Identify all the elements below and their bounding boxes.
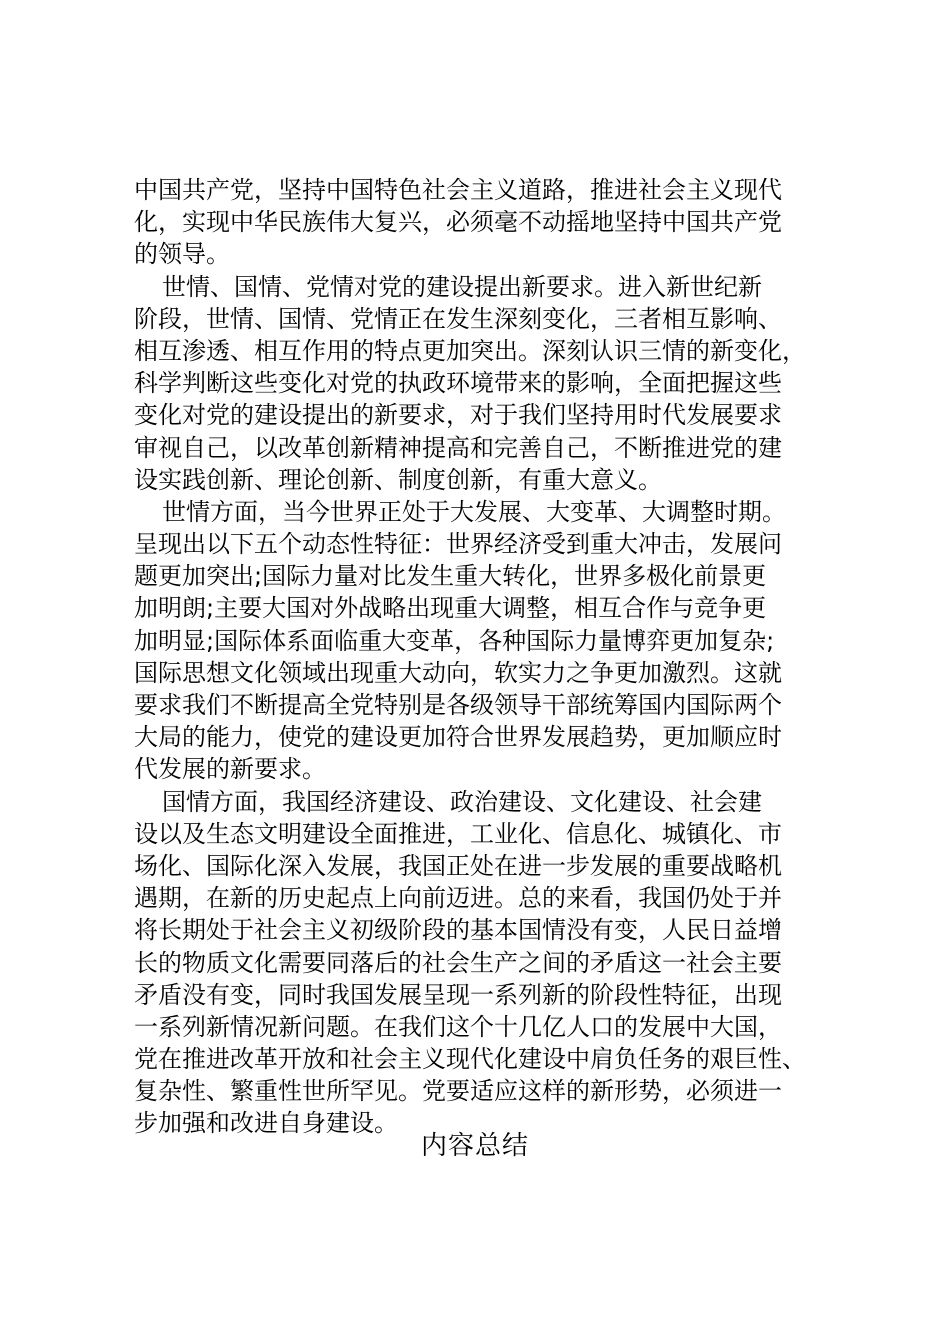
paragraph-2 bbox=[134, 271, 834, 496]
text-line: 相互渗透、相互作用的特点更加突出。深刻认识三情的新变化， bbox=[134, 336, 806, 365]
summary-heading: 内容总结 bbox=[420, 1131, 529, 1161]
text-line: 加明显;国际体系面临重大变革，各种国际力量博弈更加复杂; bbox=[134, 626, 775, 655]
text-line: 一系列新情况新问题。在我们这个十几亿人口的发展中大国， bbox=[134, 1012, 782, 1041]
text-line: 遇期，在新的历史起点上向前迈进。总的来看，我国仍处于并 bbox=[134, 884, 782, 913]
text-line: 代发展的新要求。 bbox=[134, 755, 326, 784]
document-body bbox=[134, 174, 834, 1140]
text-line: 世情方面，当今世界正处于大发展、大变革、大调整时期。 bbox=[162, 497, 786, 526]
text-line: 阶段，世情、国情、党情正在发生深刻变化，三者相互影响、 bbox=[134, 304, 782, 333]
text-line: 审视自己，以改革创新精神提高和完善自己，不断推进党的建 bbox=[134, 433, 782, 462]
text-line: 中国共产党，坚持中国特色社会主义道路，推进社会主义现代 bbox=[134, 176, 782, 204]
text-line: 设以及生态文明建设全面推进，工业化、信息化、城镇化、市 bbox=[134, 819, 782, 848]
paragraph-3 bbox=[134, 496, 834, 786]
text-line: 党在推进改革开放和社会主义现代化建设中肩负任务的艰巨性、 bbox=[134, 1045, 806, 1074]
text-line: 国情方面，我国经济建设、政治建设、文化建设、社会建 bbox=[162, 787, 762, 816]
text-line: 呈现出以下五个动态性特征：世界经济受到重大冲击，发展问 bbox=[134, 530, 782, 559]
text-line: 的领导。 bbox=[134, 240, 230, 269]
text-line: 矛盾没有变，同时我国发展呈现一系列新的阶段性特征，出现 bbox=[134, 980, 782, 1009]
text-line: 设实践创新、理论创新、制度创新，有重大意义。 bbox=[134, 465, 662, 494]
text-line: 步加强和改进自身建设。 bbox=[134, 1109, 398, 1138]
text-line: 场化、国际化深入发展，我国正处在进一步发展的重要战略机 bbox=[134, 851, 782, 880]
paragraph-4 bbox=[134, 786, 834, 1140]
paragraph-1 bbox=[134, 174, 834, 271]
text-line: 科学判断这些变化对党的执政环境带来的影响，全面把握这些 bbox=[134, 369, 782, 398]
text-line: 长的物质文化需要同落后的社会生产之间的矛盾这一社会主要 bbox=[134, 948, 782, 977]
text-line: 国际思想文化领域出现重大动向，软实力之争更加激烈。这就 bbox=[134, 658, 782, 687]
text-line: 要求我们不断提高全党特别是各级领导干部统筹国内国际两个 bbox=[134, 691, 782, 719]
text-line: 题更加突出;国际力量对比发生重大转化，世界多极化前景更 bbox=[134, 562, 767, 591]
text-line: 变化对党的建设提出的新要求，对于我们坚持用时代发展要求 bbox=[134, 401, 782, 430]
text-line: 复杂性、繁重性世所罕见。党要适应这样的新形势，必须进一 bbox=[134, 1077, 782, 1106]
text-line: 世情、国情、党情对党的建设提出新要求。进入新世纪新 bbox=[162, 272, 762, 301]
text-line: 化，实现中华民族伟大复兴，必须毫不动摇地坚持中国共产党 bbox=[134, 208, 782, 237]
text-line: 大局的能力，使党的建设更加符合世界发展趋势，更加顺应时 bbox=[134, 723, 782, 752]
text-line: 将长期处于社会主义初级阶段的基本国情没有变，人民日益增 bbox=[134, 916, 782, 945]
text-line: 加明朗;主要大国对外战略出现重大调整，相互合作与竞争更 bbox=[134, 594, 767, 623]
